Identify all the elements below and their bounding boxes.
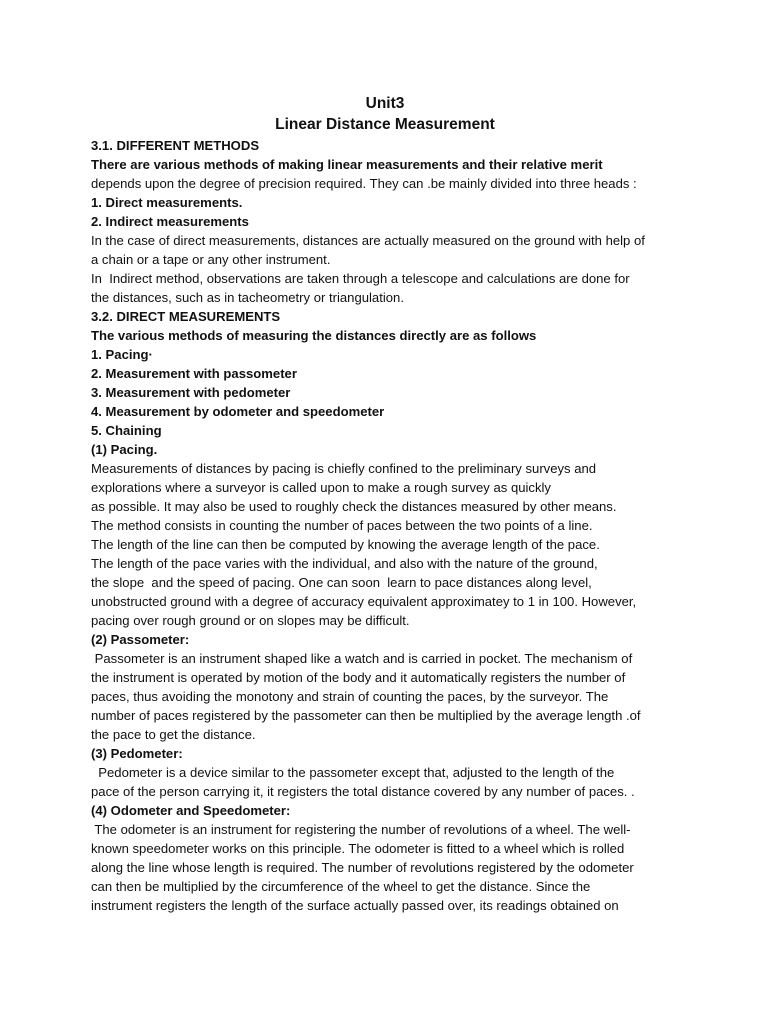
text-line: known speedometer works on this principle. The odometer is fitted to a wheel which is rolled <box>91 841 625 856</box>
heading-line: 3.2. DIRECT MEASUREMENTS <box>91 309 281 324</box>
text-line: paces, thus avoiding the monotony and strain of counting the paces, by the surveyor. The <box>91 689 609 704</box>
text-line: along the line whose length is required. The number of revolutions registered by the odometer <box>91 860 634 875</box>
heading-line: (4) Odometer and Speedometer: <box>91 803 291 818</box>
text-line: The method consists in counting the number of paces between the two points of a line. <box>91 518 593 533</box>
text-line: can then be multiplied by the circumference of the wheel to get the distance. Since the <box>91 879 591 894</box>
heading-line: 2. Indirect measurements <box>91 214 249 229</box>
text-line: Passometer is an instrument shaped like a watch and is carried in pocket. The mechanism of <box>91 651 633 666</box>
text-line: as possible. It may also be used to roughly check the distances measured by other means. <box>91 499 617 514</box>
text-line: In Indirect method, observations are taken through a telescope and calculations are done for <box>91 271 630 286</box>
heading-line: (3) Pedometer: <box>91 746 183 761</box>
text-line: the instrument is operated by motion of the body and it automatically registers the number of <box>91 670 626 685</box>
text-line: depends upon the degree of precision required. They can .be mainly divided into three heads : <box>91 176 637 191</box>
text-line: Measurements of distances by pacing is chiefly confined to the preliminary surveys and <box>91 461 597 476</box>
text-line: pace of the person carrying it, it registers the total distance covered by any number of paces. . <box>91 784 635 799</box>
text-line: the slope and the speed of pacing. One can soon learn to pace distances along level, <box>91 575 592 590</box>
heading-line: (1) Pacing. <box>91 442 158 457</box>
heading-line: (2) Passometer: <box>91 632 190 647</box>
heading-line: There are various methods of making linear measurements and their relative merit <box>91 157 603 172</box>
text-line: number of paces registered by the passometer can then be multiplied by the average length .of <box>91 708 641 723</box>
heading-line: 4. Measurement by odometer and speedometer <box>91 404 385 419</box>
text-line: the distances, such as in tacheometry or triangulation. <box>91 290 404 305</box>
text-line: instrument registers the length of the surface actually passed over, its readings obtained on <box>91 898 619 913</box>
heading-line: 5. Chaining <box>91 423 162 438</box>
text-line: the pace to get the distance. <box>91 727 256 742</box>
text-line: The odometer is an instrument for registering the number of revolutions of a wheel. The well- <box>91 822 631 837</box>
heading-line: 1. Pacing· <box>91 347 153 362</box>
text-line: pacing over rough ground or on slopes may be difficult. <box>91 613 410 628</box>
text-line: unobstructed ground with a degree of accuracy equivalent approximatey to 1 in 100. However, <box>91 594 637 609</box>
text-line: The length of the line can then be computed by knowing the average length of the pace. <box>91 537 600 552</box>
heading-line: The various methods of measuring the distances directly are as follows <box>91 328 537 343</box>
heading-line: 2. Measurement with passometer <box>91 366 297 381</box>
document-title: Linear Distance Measurement <box>275 116 495 133</box>
document-body <box>91 136 728 915</box>
text-line: The length of the pace varies with the individual, and also with the nature of the ground, <box>91 556 598 571</box>
unit-heading: Unit3 <box>365 95 405 112</box>
heading-line: 3.1. DIFFERENT METHODS <box>91 138 260 153</box>
heading-line: 3. Measurement with pedometer <box>91 385 291 400</box>
text-line: explorations where a surveyor is called upon to make a rough survey as quickly <box>91 480 551 495</box>
text-line: Pedometer is a device similar to the passometer except that, adjusted to the length of the <box>91 765 615 780</box>
text-line: In the case of direct measurements, distances are actually measured on the ground with help of <box>91 233 645 248</box>
heading-line: 1. Direct measurements. <box>91 195 243 210</box>
text-line: a chain or a tape or any other instrument. <box>91 252 331 267</box>
